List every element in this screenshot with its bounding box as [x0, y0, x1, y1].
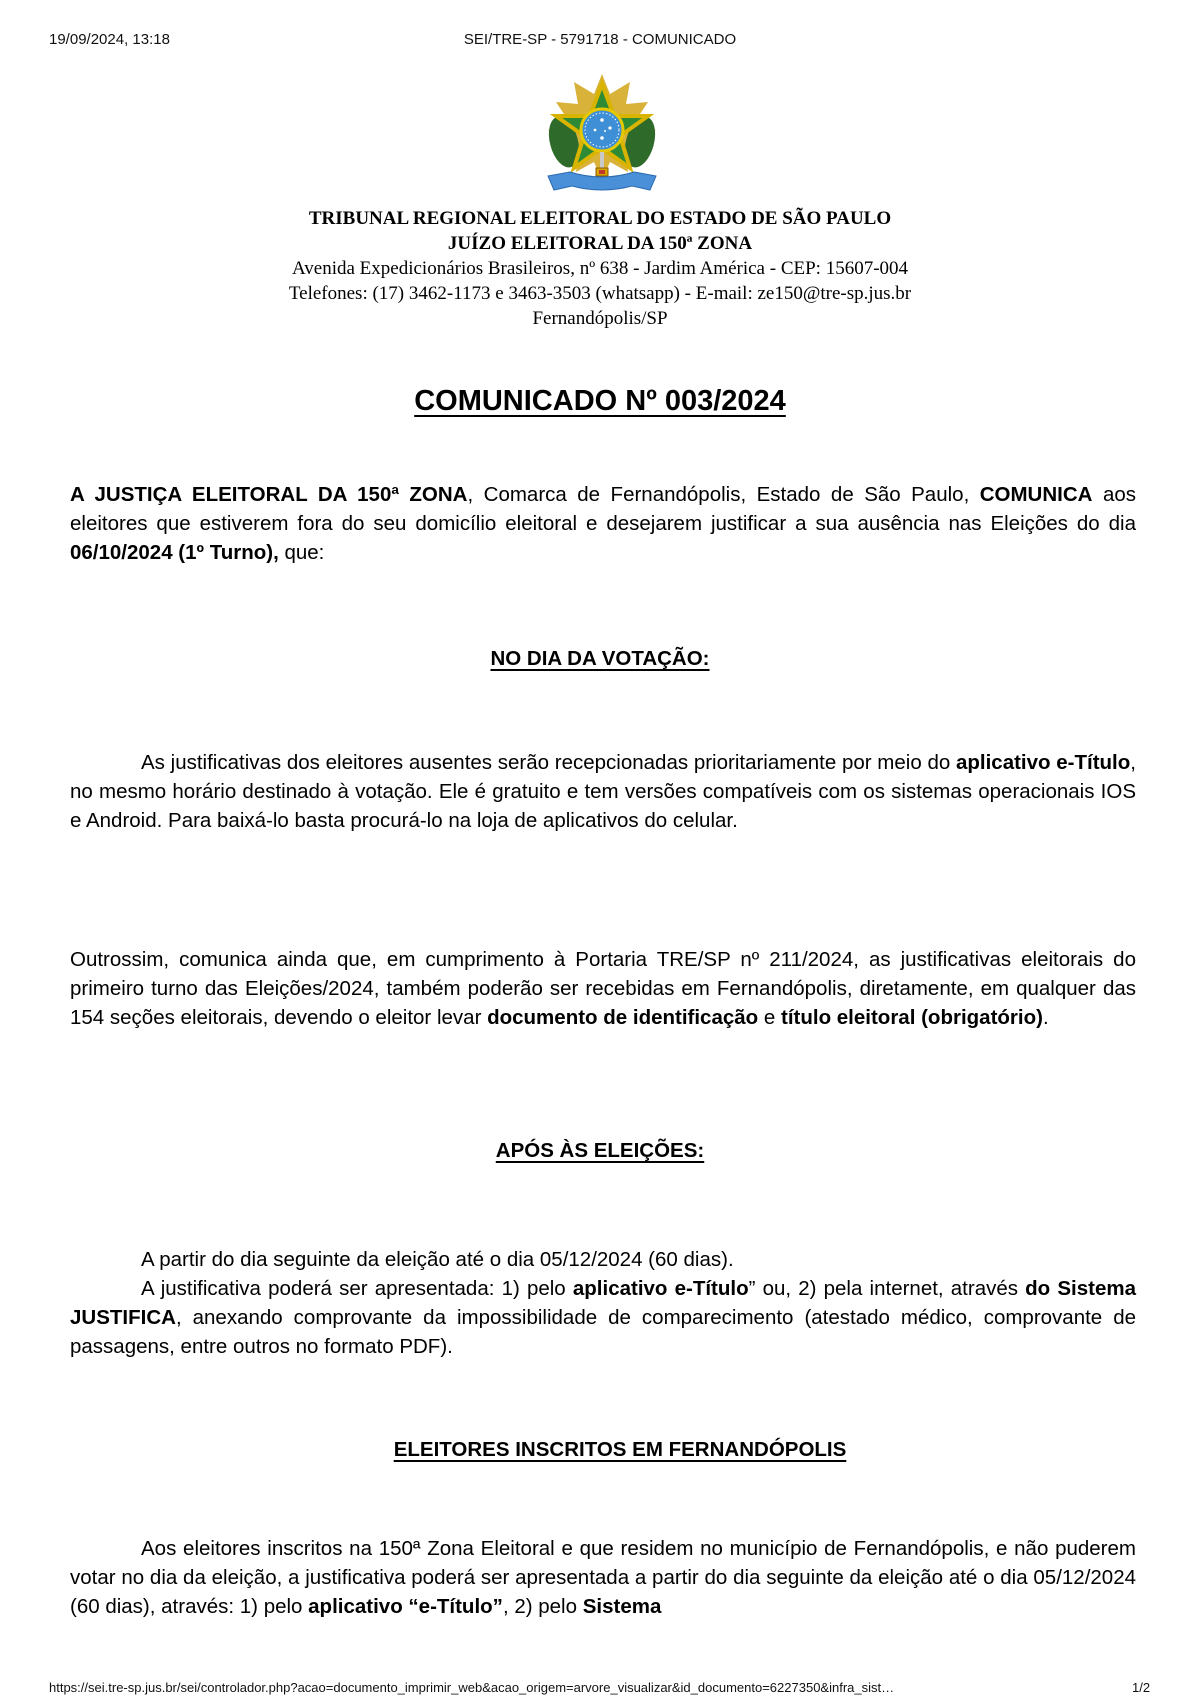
- voting-day-paragraph-2: [70, 945, 1136, 1032]
- section-heading-after-elections: APÓS ÀS ELEIÇÕES:: [495, 1139, 705, 1162]
- document-title: COMUNICADO Nº 003/2024: [414, 385, 786, 417]
- print-datetime: 19/09/2024, 13:18: [49, 31, 170, 48]
- court-name: TRIBUNAL REGIONAL ELEITORAL DO ESTADO DE SÃO PAULO: [308, 208, 892, 229]
- s3p1-bold-1: aplicativo “e-Título”: [308, 1595, 503, 1618]
- section-heading-registered-voters: ELEITORES INSCRITOS EM FERNANDÓPOLIS: [393, 1438, 847, 1461]
- s1p2-text-3: .: [1042, 1006, 1049, 1029]
- page-number: 1/2: [1132, 1680, 1151, 1695]
- print-page-title: SEI/TRE-SP - 5791718 - COMUNICADO: [463, 31, 737, 48]
- crest-blue-circle: [581, 109, 623, 151]
- intro-text-1: , Comarca de Fernandópolis, Estado de São Paulo,: [467, 483, 980, 506]
- intro-text-2: aos eleitores que estiverem fora do seu domicílio eleitoral e desejarem justificar a sua ausência nas Eleições do dia: [70, 483, 1137, 535]
- intro-bold-3: 06/10/2024 (1º Turno),: [70, 541, 279, 564]
- intro-bold-2: COMUNICA: [979, 483, 1093, 506]
- contact-info: Telefones: (17) 3462-1173 e 3463-3503 (whatsapp) - E-mail: ze150@tre-sp.jus.br: [288, 283, 912, 304]
- s1p2-bold-1: documento de identificação: [487, 1006, 759, 1029]
- s2p2-bold-2: do Sistema JUSTIFICA: [70, 1277, 1136, 1329]
- intro-paragraph: [70, 480, 1136, 567]
- s3p1-text-1: Aos eleitores inscritos na 150ª Zona Eleitoral e que residem no município de Fernandópolis, e não puderem votar no dia da eleição, a justificativa poderá ser apresentada a partir do dia seguinte da eleição até o dia 05/12/2024 (60 dias), através: 1) pelo: [70, 1537, 1136, 1618]
- letterhead: [0, 206, 1200, 331]
- electoral-zone: JUÍZO ELEITORAL DA 150ª ZONA: [447, 233, 753, 254]
- intro-bold-1: A JUSTIÇA ELEITORAL DA 150ª ZONA: [70, 483, 468, 506]
- s1p1-text-1: As justificativas dos eleitores ausentes serão recepcionadas prioritariamente por meio do: [141, 751, 956, 774]
- s1p2-bold-2: título eleitoral (obrigatório): [781, 1006, 1043, 1029]
- s1p2-text-2: e: [758, 1006, 781, 1029]
- address: Avenida Expedicionários Brasileiros, nº 638 - Jardim América - CEP: 15607-004: [291, 258, 909, 279]
- section-heading-voting-day: NO DIA DA VOTAÇÃO:: [490, 647, 710, 670]
- s2p2-bold-1: aplicativo e-Título: [572, 1277, 749, 1300]
- after-elections-paragraph-1: A partir do dia seguinte da eleição até o dia 05/12/2024 (60 dias).: [141, 1248, 734, 1271]
- registered-voters-paragraph-1: [70, 1534, 1136, 1621]
- s3p1-text-2: , 2) pelo: [502, 1595, 583, 1618]
- s2p2-text-1: A justificativa poderá ser apresentada: 1) pelo: [141, 1277, 573, 1300]
- voting-day-paragraph-1: [70, 748, 1136, 835]
- coat-of-arms-logo: [540, 72, 664, 197]
- s1p1-bold-1: aplicativo e-Título: [955, 751, 1131, 774]
- s1p2-text-1: Outrossim, comunica ainda que, em cumprimento à Portaria TRE/SP nº 211/2024, as justificativas eleitorais do primeiro turno das Eleições/2024, também poderão ser recebidas em Fernandópolis, diretamente, em qualquer das 154 seções eleitorais, devendo o eleitor levar: [70, 948, 1136, 1029]
- print-footer-url: https://sei.tre-sp.jus.br/sei/controlador.php?acao=documento_imprimir_web&acao_origem=arvore_visualizar&id_documento=6227350&infra_sist…: [49, 1680, 895, 1695]
- intro-text-3: que:: [278, 541, 325, 564]
- s1p1-text-2: , no mesmo horário destinado à votação. Ele é gratuito e tem versões compatíveis com os sistemas operacionais IOS e Android. Para baixá-lo basta procurá-lo na loja de aplicativos do celular.: [70, 751, 1136, 832]
- s3p1-bold-2: Sistema: [582, 1595, 662, 1618]
- after-elections-paragraph-2: [70, 1274, 1136, 1361]
- s2p2-text-2: ” ou, 2) pela internet, através: [748, 1277, 1026, 1300]
- s2p2-text-3: , anexando comprovante da impossibilidade de comparecimento (atestado médico, comprovante de passagens, entre outros no formato PDF).: [70, 1306, 1136, 1358]
- city: Fernandópolis/SP: [532, 308, 668, 329]
